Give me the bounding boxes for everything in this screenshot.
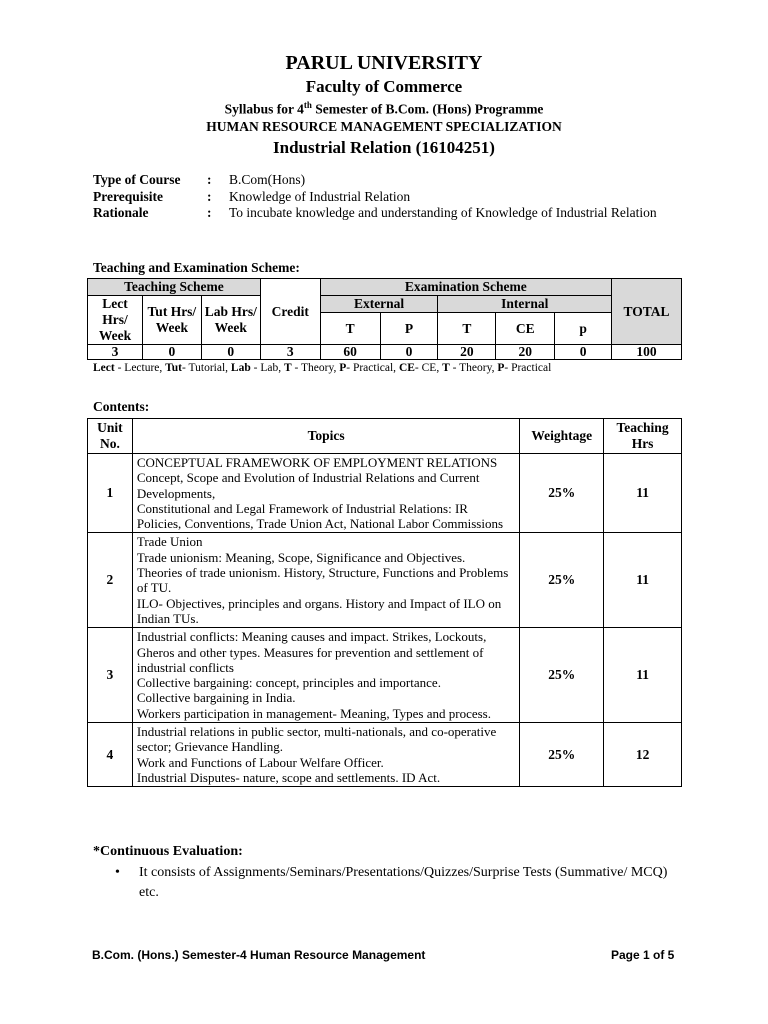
continuous-evaluation-title: *Continuous Evaluation: bbox=[93, 844, 243, 859]
topic-line: CONCEPTUAL FRAMEWORK OF EMPLOYMENT RELATIONS bbox=[136, 455, 498, 470]
legend-key: T bbox=[442, 362, 450, 374]
external-practical-header: P bbox=[380, 313, 438, 345]
tut-header: Tut Hrs/ Week bbox=[142, 296, 201, 345]
topic-line: Workers participation in management- Meaning, Types and process. bbox=[136, 705, 491, 721]
unit-topics bbox=[132, 454, 519, 533]
colon: : bbox=[207, 205, 212, 220]
tut-value: 0 bbox=[142, 345, 201, 360]
list-item bbox=[115, 863, 675, 903]
unit-number: 2 bbox=[88, 533, 133, 628]
syllabus-sup: th bbox=[303, 100, 312, 110]
scheme-section-title: Teaching and Examination Scheme: bbox=[93, 260, 300, 275]
legend-key: T bbox=[283, 362, 292, 374]
unit-number: 3 bbox=[88, 628, 133, 723]
unit-weightage: 25% bbox=[520, 628, 604, 723]
internal-theory-value: 20 bbox=[438, 345, 496, 360]
internal-theory-header: T bbox=[438, 313, 496, 345]
topic-line: Collective bargaining in India. bbox=[136, 690, 296, 706]
course-type-value: B.Com(Hons) bbox=[229, 172, 306, 187]
lab-value: 0 bbox=[201, 345, 260, 360]
faculty-name: Faculty of Commerce bbox=[305, 77, 463, 96]
table-row bbox=[88, 723, 682, 787]
unit-hours: 11 bbox=[604, 533, 682, 628]
legend-key: Tut bbox=[165, 362, 183, 374]
table-row bbox=[88, 628, 682, 723]
topic-line: Trade Union bbox=[136, 534, 203, 550]
unit-weightage: 25% bbox=[520, 723, 604, 787]
rationale-label: Rationale bbox=[93, 205, 149, 220]
colon: : bbox=[207, 172, 212, 187]
prerequisite-label: Prerequisite bbox=[93, 188, 163, 204]
unit-hours: 12 bbox=[604, 723, 682, 787]
scheme-legend bbox=[93, 362, 551, 374]
topic-line: Collective bargaining: concept, principles and importance. bbox=[136, 675, 441, 691]
unit-no-header: Unit No. bbox=[88, 419, 133, 454]
legend-value: - Lab, bbox=[250, 362, 284, 374]
colon: : bbox=[207, 188, 212, 204]
credit-value: 3 bbox=[260, 345, 320, 360]
topic-line: ILO- Objectives, principles and organs. History and Impact of ILO on Indian TUs. bbox=[136, 595, 502, 626]
total-header: TOTAL bbox=[611, 279, 681, 345]
rationale-value: To incubate knowledge and understanding of Knowledge of Industrial Relation bbox=[229, 205, 657, 220]
bullet-icon: • bbox=[115, 865, 120, 880]
lab-header: Lab Hrs/ Week bbox=[201, 296, 260, 345]
topic-line: Industrial relations in public sector, multi-nationals, and co-operative sector; Grievance Handling. bbox=[136, 724, 497, 755]
topics-header: Topics bbox=[132, 419, 519, 454]
internal-practical-value: 0 bbox=[555, 345, 612, 360]
teaching-scheme-header: Teaching Scheme bbox=[88, 279, 261, 296]
topic-line: Theories of trade unionism. History, Structure, Functions and Problems of TU. bbox=[136, 565, 509, 596]
topic-line: Industrial Disputes- nature, scope and settlements. ID Act. bbox=[136, 769, 441, 785]
topic-line: Work and Functions of Labour Welfare Officer. bbox=[136, 754, 384, 770]
course-info bbox=[93, 172, 683, 222]
legend-value: - Practical, bbox=[346, 362, 399, 374]
course-type-row bbox=[93, 172, 683, 189]
syllabus-post: Semester of B.Com. (Hons) Programme bbox=[311, 101, 544, 117]
internal-ce-header: CE bbox=[496, 313, 555, 345]
internal-header: Internal bbox=[438, 296, 612, 313]
total-value: 100 bbox=[611, 345, 681, 360]
footer-page-number: Page 1 of 5 bbox=[611, 948, 675, 962]
unit-topics bbox=[132, 628, 519, 723]
syllabus-line bbox=[0, 100, 768, 118]
legend-value: - Practical bbox=[504, 362, 552, 374]
external-header: External bbox=[320, 296, 438, 313]
unit-weightage: 25% bbox=[520, 454, 604, 533]
legend-key: CE bbox=[398, 362, 415, 374]
legend-value: - Lecture, bbox=[114, 362, 166, 374]
contents-table bbox=[87, 418, 682, 787]
internal-practical-header: p bbox=[555, 313, 612, 345]
teaching-hrs-header: Teaching Hrs bbox=[604, 419, 682, 454]
unit-hours: 11 bbox=[604, 628, 682, 723]
external-practical-value: 0 bbox=[380, 345, 438, 360]
syllabus-pre: Syllabus for 4 bbox=[224, 101, 304, 117]
external-theory-value: 60 bbox=[320, 345, 380, 360]
continuous-evaluation-text: It consists of Assignments/Seminars/Presentations/Quizzes/Surprise Tests (Summative/ MCQ) etc. bbox=[139, 865, 668, 900]
university-name: PARUL UNIVERSITY bbox=[285, 52, 483, 74]
topic-line: Industrial conflicts: Meaning causes and impact. Strikes, Lockouts, Gheros and other types. Measures for prevention and settlement of industrial conflicts bbox=[136, 629, 487, 675]
legend-value: - Theory, bbox=[291, 362, 340, 374]
legend-value: - Tutorial, bbox=[182, 362, 231, 374]
examination-scheme-header: Examination Scheme bbox=[320, 279, 611, 296]
unit-weightage: 25% bbox=[520, 533, 604, 628]
topic-line: Constitutional and Legal Framework of Industrial Relations: IR Policies, Conventions, Trade Union Act, National Labor Commissions bbox=[136, 500, 504, 532]
lect-value: 3 bbox=[88, 345, 143, 360]
internal-ce-value: 20 bbox=[496, 345, 555, 360]
topic-line: Trade unionism: Meaning, Scope, Significance and Objectives. bbox=[136, 549, 466, 565]
legend-value: - Theory, bbox=[449, 362, 498, 374]
legend-key: Lect bbox=[93, 362, 115, 374]
course-title: Industrial Relation (16104251) bbox=[273, 138, 495, 157]
footer-course: B.Com. (Hons.) Semester-4 Human Resource Management bbox=[92, 948, 426, 962]
prerequisite-row bbox=[93, 189, 683, 206]
unit-hours: 11 bbox=[604, 454, 682, 533]
weightage-header: Weightage bbox=[520, 419, 604, 454]
credit-header: Credit bbox=[260, 279, 320, 345]
unit-number: 1 bbox=[88, 454, 133, 533]
legend-key: P bbox=[339, 362, 347, 374]
contents-section-title: Contents: bbox=[93, 399, 150, 414]
unit-topics bbox=[132, 533, 519, 628]
specialization: HUMAN RESOURCE MANAGEMENT SPECIALIZATION bbox=[206, 119, 562, 134]
prerequisite-value: Knowledge of Industrial Relation bbox=[229, 188, 411, 204]
table-row bbox=[88, 533, 682, 628]
unit-number: 4 bbox=[88, 723, 133, 787]
table-row bbox=[88, 454, 682, 533]
external-theory-header: T bbox=[320, 313, 380, 345]
rationale-row bbox=[93, 205, 683, 222]
lect-header: Lect Hrs/ Week bbox=[88, 296, 143, 345]
teaching-exam-scheme-table bbox=[87, 278, 682, 360]
legend-key: Lab bbox=[230, 362, 251, 374]
course-type-label: Type of Course bbox=[93, 172, 181, 187]
legend-key: P bbox=[497, 362, 505, 374]
legend-value: - CE, bbox=[414, 362, 443, 374]
topic-line: Concept, Scope and Evolution of Industrial Relations and Current Developments, bbox=[136, 470, 480, 501]
unit-topics bbox=[132, 723, 519, 787]
